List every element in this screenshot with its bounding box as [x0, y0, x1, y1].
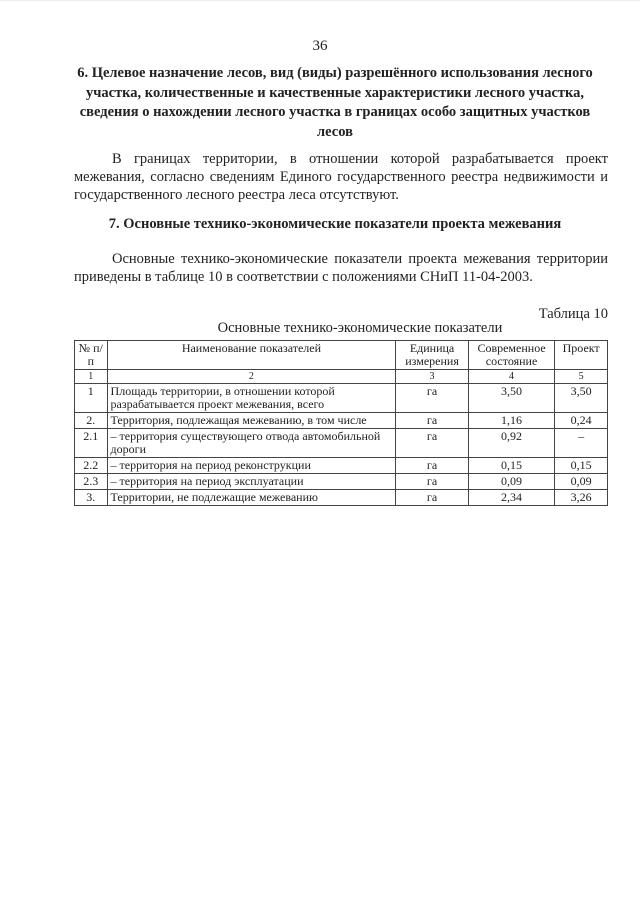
row-unit: га: [396, 474, 469, 490]
row-number: 1: [75, 384, 108, 413]
table-row: [75, 429, 608, 458]
table-row: [75, 458, 608, 474]
column-index: 4: [468, 370, 555, 384]
row-unit: га: [396, 429, 469, 458]
row-name: – территория на период эксплуатации: [107, 474, 396, 490]
section-7-heading: 7. Основные технико-экономические показатели проекта межевания: [108, 216, 562, 232]
row-name: – территория существующего отвода автомобильной дороги: [107, 429, 396, 458]
row-current: 1,16: [468, 413, 555, 429]
table-number: Таблица 10: [538, 306, 608, 322]
row-current: 3,50: [468, 384, 555, 413]
table-row: [75, 413, 608, 429]
header-current: Современное состояние: [468, 341, 555, 370]
table-row: [75, 490, 608, 506]
header-unit: Единица измерения: [396, 341, 469, 370]
column-index: 5: [555, 370, 608, 384]
row-unit: га: [396, 384, 469, 413]
row-unit: га: [396, 490, 469, 506]
column-index-row: [75, 370, 608, 384]
section-7-paragraph: Основные технико-экономические показатели проекта межевания территории приведены в таблице 10 в соответствии с положениями СНиП 11-04-2003.: [74, 251, 608, 285]
column-index: 2: [107, 370, 396, 384]
row-name: Территории, не подлежащие межеванию: [107, 490, 396, 506]
row-project: 0,24: [555, 413, 608, 429]
row-name: Площадь территории, в отношении которой разрабатывается проект межевания, всего: [107, 384, 396, 413]
page-number: 36: [312, 38, 328, 54]
row-unit: га: [396, 413, 469, 429]
row-number: 3.: [75, 490, 108, 506]
row-project: –: [555, 429, 608, 458]
section-6-paragraph: В границах территории, в отношении которой разрабатывается проект межевания, согласно сведениям Единого государственного реестра недвижимости и государственного лесного реестра леса отсутствуют.: [74, 151, 608, 203]
column-index: 3: [396, 370, 469, 384]
table-title: Основные технико-экономические показатели: [217, 320, 503, 336]
row-current: 2,34: [468, 490, 555, 506]
table-row: [75, 474, 608, 490]
row-current: 0,15: [468, 458, 555, 474]
row-project: 0,09: [555, 474, 608, 490]
section-6-heading: 6. Целевое назначение лесов, вид (виды) разрешённого использования лесного участка, количественные и качественные характеристики лесного участка, сведения о нахождении лесного участка в границах особо защитных участков лесов: [77, 65, 593, 140]
row-number: 2.3: [75, 474, 108, 490]
column-index: 1: [75, 370, 108, 384]
row-project: 0,15: [555, 458, 608, 474]
indicators-table: [74, 340, 608, 506]
row-name: Территория, подлежащая межеванию, в том числе: [107, 413, 396, 429]
row-unit: га: [396, 458, 469, 474]
row-number: 2.1: [75, 429, 108, 458]
table-row: [75, 384, 608, 413]
row-name: – территория на период реконструкции: [107, 458, 396, 474]
table-header-row: [75, 341, 608, 370]
header-num: № п/п: [75, 341, 108, 370]
row-project: 3,50: [555, 384, 608, 413]
row-current: 0,92: [468, 429, 555, 458]
row-project: 3,26: [555, 490, 608, 506]
row-current: 0,09: [468, 474, 555, 490]
header-name: Наименование показателей: [107, 341, 396, 370]
row-number: 2.: [75, 413, 108, 429]
row-number: 2.2: [75, 458, 108, 474]
header-project: Проект: [555, 341, 608, 370]
